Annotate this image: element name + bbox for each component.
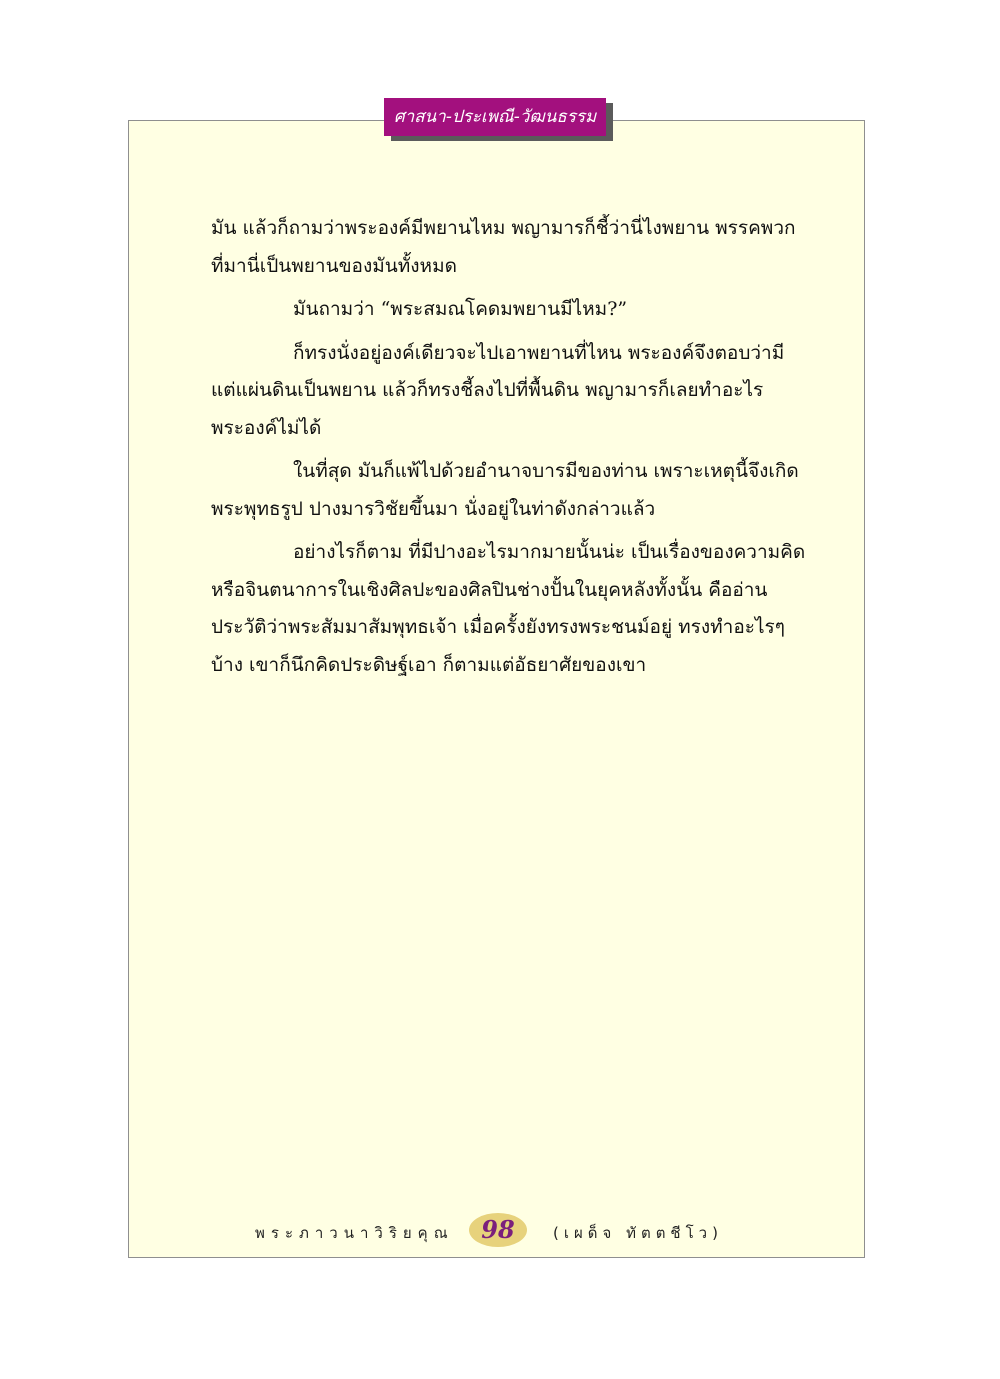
body-text — [211, 210, 807, 690]
footer-book-title: พระภาวนาวิริยคุณ — [255, 1224, 454, 1242]
page-footer — [0, 1213, 1000, 1249]
paragraph-4: ในที่สุด มันก็แพ้ไปด้วยอำนาจบารมีของท่าน เพราะเหตุนี้จึงเกิดพระพุทธรูป ปางมารวิชัยขึ้นมา นั่งอยู่ในท่าดังกล่าวแล้ว — [211, 460, 799, 520]
section-title: ศาสนา-ประเพณี-วัฒนธรรม — [393, 107, 597, 127]
paragraph-1: มัน แล้วก็ถามว่าพระองค์มีพยานไหม พญามารก็ชี้ว่านี่ไงพยาน พรรคพวกที่มานี่เป็นพยานของมันทั้งหมด — [211, 217, 796, 277]
footer-author: (เผด็จ ทัตตชีโว) — [553, 1224, 723, 1242]
paragraph-5: อย่างไรก็ตาม ที่มีปางอะไรมากมายนั้นน่ะ เป็นเรื่องของความคิด หรือจินตนาการในเชิงศิลปะของศิลปินช่างปั้นในยุคหลังทั้งนั้น คืออ่านประวัติว่าพระสัมมาสัมพุทธเจ้า เมื่อครั้งยังทรงพระชนม์อยู่ ทรงทำอะไรๆ บ้าง เขาก็นึกคิดประดิษฐ์เอา ก็ตามแต่อัธยาศัยของเขา — [211, 541, 806, 676]
section-header-tab — [384, 98, 606, 136]
page-number-badge: 98 — [469, 1213, 527, 1247]
paragraph-3: ก็ทรงนั่งอยู่องค์เดียวจะไปเอาพยานที่ไหน พระองค์จึงตอบว่ามีแต่แผ่นดินเป็นพยาน แล้วก็ทรงชี้ลงไปที่พื้นดิน พญามารก็เลยทำอะไรพระองค์ไม่ได้ — [211, 341, 785, 439]
paragraph-2: มันถามว่า “พระสมณโคดมพยานมีไหม?” — [293, 298, 628, 320]
